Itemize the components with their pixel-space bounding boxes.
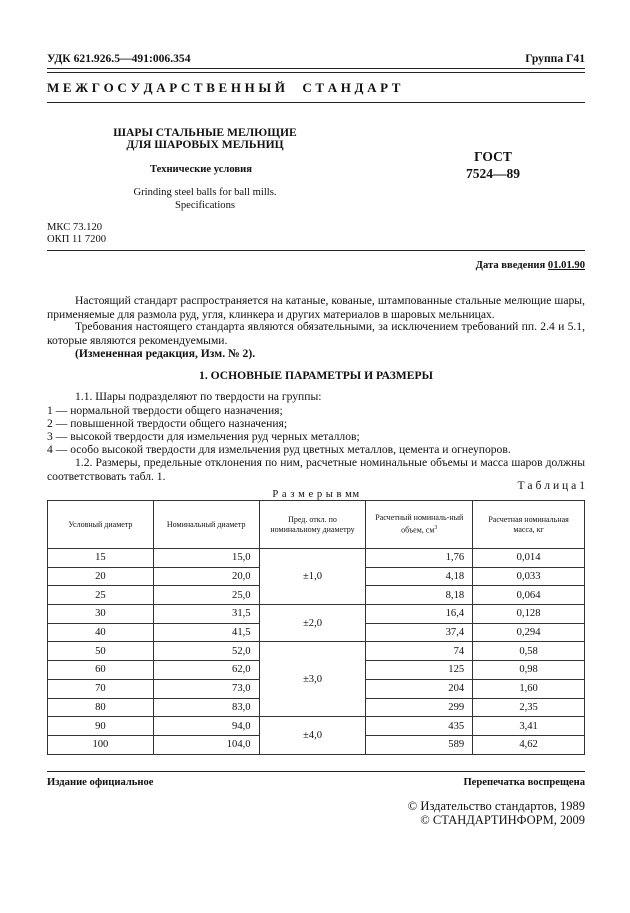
cell-nominal-diameter: 20,0 [153, 567, 259, 586]
codes-rule [47, 250, 585, 251]
cell-mass: 4,62 [473, 735, 585, 754]
gost-number: 7524—89 [466, 166, 520, 181]
cell-nominal-diameter: 94,0 [153, 717, 259, 736]
cell-nominal-size: 40 [48, 623, 154, 642]
table-caption: Р а з м е р ы в мм [272, 489, 360, 500]
english-title-line-1: Grinding steel balls for ball mills. [133, 187, 277, 198]
paragraph-scope: Настоящий стандарт распространяется на катаные, кованые, штампованные стальные мелющие шары, применяемые для размола руд, угля, клинкера и других материалов в шаровых мельницах. [47, 294, 585, 321]
col-header-volume-sup: 3 [434, 525, 438, 532]
table-row [48, 549, 585, 568]
cell-mass: 2,35 [473, 698, 585, 717]
cell-nominal-diameter: 15,0 [153, 549, 259, 568]
paragraph-requirements: Требования настоящего стандарта являются обязательными, за исключением требований пп. 2.4 и 5.1, которые являются рекомендуемыми. [47, 320, 585, 347]
clause-1-1: 1.1. Шары подразделяют по твердости на группы: [75, 390, 322, 403]
title-block [107, 127, 303, 151]
cell-nominal-size: 90 [48, 717, 154, 736]
cell-nominal-size: 80 [48, 698, 154, 717]
cell-mass: 0,064 [473, 586, 585, 605]
cell-nominal-size: 30 [48, 605, 154, 624]
english-title-line-2: Specifications [174, 200, 235, 211]
cell-nominal-size: 20 [48, 567, 154, 586]
cell-tolerance: ±1,0 [259, 549, 366, 605]
intro-date-value: 01.01.90 [547, 260, 585, 271]
classification-codes [47, 222, 106, 246]
cell-volume: 8,18 [366, 586, 473, 605]
cell-volume: 1,76 [366, 549, 473, 568]
col-header-tolerance: Пред. откл. по номинальному диаметру [259, 501, 366, 549]
col-header-volume [366, 501, 473, 549]
col-header-nominal-diameter: Номинальный диаметр [153, 501, 259, 549]
cell-mass: 0,58 [473, 642, 585, 661]
table-header-row [48, 501, 585, 549]
cell-tolerance: ±4,0 [259, 717, 366, 754]
cell-mass: 0,294 [473, 623, 585, 642]
cell-nominal-diameter: 83,0 [153, 698, 259, 717]
paragraph-amendment: (Измененная редакция, Изм. № 2). [75, 347, 256, 360]
intro-date [476, 260, 585, 271]
cell-tolerance: ±2,0 [259, 605, 366, 642]
cell-nominal-diameter: 104,0 [153, 735, 259, 754]
okp-code: ОКП 11 7200 [47, 234, 107, 245]
cell-tolerance: ±3,0 [259, 642, 366, 717]
table-label: Т а б л и ц а 1 [517, 479, 585, 492]
cell-volume: 435 [366, 717, 473, 736]
title-line-1: ШАРЫ СТАЛЬНЫЕ МЕЛЮЩИЕ [113, 126, 297, 139]
cell-volume: 16,4 [366, 605, 473, 624]
hardness-group-1: 1 — нормальной твердости общего назначения; [47, 404, 283, 417]
cell-volume: 125 [366, 661, 473, 680]
reprint-prohibited: Перепечатка воспрещена [463, 777, 585, 788]
col-header-volume-text: Расчетный номиналь-ный объем, см [375, 513, 464, 535]
hardness-group-2: 2 — повышенной твердости общего назначения; [47, 417, 288, 430]
cell-volume: 4,18 [366, 567, 473, 586]
table-row [48, 717, 585, 736]
cell-mass: 0,033 [473, 567, 585, 586]
footer-rule [47, 771, 585, 772]
english-title [107, 186, 303, 212]
cell-nominal-diameter: 41,5 [153, 623, 259, 642]
header-rule [47, 102, 585, 103]
official-edition: Издание официальное [47, 777, 154, 788]
group-code: Группа Г41 [525, 52, 585, 65]
table-row [48, 605, 585, 624]
cell-nominal-diameter: 25,0 [153, 586, 259, 605]
table-row [48, 642, 585, 661]
section-title: 1. ОСНОВНЫЕ ПАРАМЕТРЫ И РАЗМЕРЫ [199, 369, 433, 382]
cell-nominal-diameter: 52,0 [153, 642, 259, 661]
cell-volume: 74 [366, 642, 473, 661]
title-line-2: ДЛЯ ШАРОВЫХ МЕЛЬНИЦ [126, 138, 284, 151]
copyright-block [408, 799, 585, 827]
copyright-2009: © СТАНДАРТИНФОРМ, 2009 [420, 813, 585, 827]
cell-volume: 589 [366, 735, 473, 754]
intro-date-label: Дата введения [475, 260, 546, 271]
dimensions-table [47, 500, 585, 755]
header-double-rule [47, 68, 585, 73]
cell-mass: 0,98 [473, 661, 585, 680]
cell-nominal-size: 25 [48, 586, 154, 605]
cell-nominal-size: 70 [48, 679, 154, 698]
gost-designation [448, 148, 538, 182]
subtitle: Технические условия [150, 164, 252, 175]
gost-label: ГОСТ [474, 149, 512, 164]
interstate-standard-banner: М Е Ж Г О С У Д А Р С Т В Е Н Н Ы Й С Т А Н Д А Р Т [47, 80, 401, 95]
hardness-group-4: 4 — особо высокой твердости для измельчения руд цветных металлов, цемента и огнеупоров. [47, 443, 511, 456]
udk-code: УДК 621.926.5—491:006.354 [47, 52, 191, 65]
col-header-mass: Расчетная номинальная масса, кг [473, 501, 585, 549]
cell-volume: 37,4 [366, 623, 473, 642]
cell-nominal-size: 100 [48, 735, 154, 754]
cell-nominal-size: 50 [48, 642, 154, 661]
cell-nominal-diameter: 31,5 [153, 605, 259, 624]
clause-1-2: 1.2. Размеры, предельные отклонения по ним, расчетные номинальные объемы и масса шаров должны соответствовать табл. 1. [47, 456, 585, 483]
cell-volume: 299 [366, 698, 473, 717]
cell-nominal-size: 60 [48, 661, 154, 680]
cell-nominal-size: 15 [48, 549, 154, 568]
hardness-group-3: 3 — высокой твердости для измельчения руд черных металлов; [47, 430, 360, 443]
cell-nominal-diameter: 62,0 [153, 661, 259, 680]
cell-volume: 204 [366, 679, 473, 698]
cell-mass: 3,41 [473, 717, 585, 736]
cell-mass: 1,60 [473, 679, 585, 698]
copyright-1989: © Издательство стандартов, 1989 [407, 799, 585, 813]
cell-mass: 0,128 [473, 605, 585, 624]
cell-nominal-diameter: 73,0 [153, 679, 259, 698]
cell-mass: 0,014 [473, 549, 585, 568]
mks-code: МКС 73.120 [47, 222, 103, 233]
col-header-nominal-size: Условный диаметр [48, 501, 154, 549]
